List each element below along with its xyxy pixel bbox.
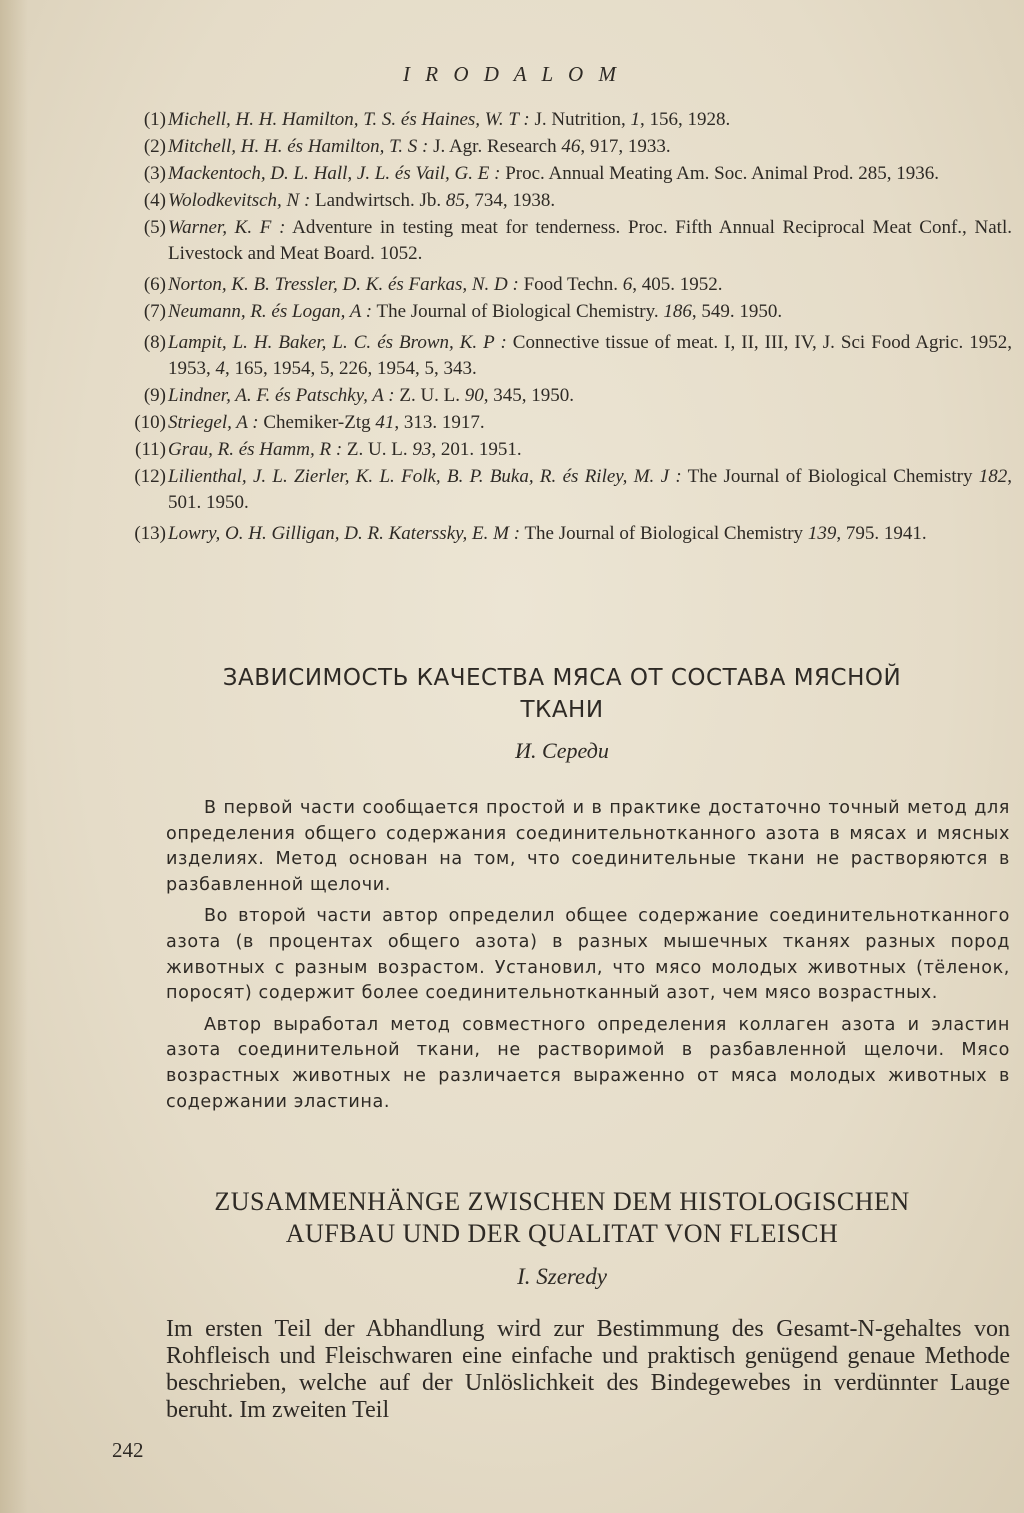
reference-number: (8)	[143, 332, 166, 353]
reference-authors: Warner, K. F :	[168, 217, 286, 238]
german-title-line: ZUSAMMENHÄNGE ZWISCHEN DEM HISTOLOGISCHEN	[214, 1187, 910, 1216]
reference-source: The Journal of Biological Chemistry	[520, 523, 808, 544]
reference-text	[168, 521, 1012, 547]
reference-volume: 1	[630, 109, 641, 130]
reference-number: (1)	[143, 109, 166, 130]
reference-authors: Lindner, A. F. és Patschky, A :	[168, 385, 395, 406]
reference-item	[100, 272, 1012, 298]
reference-text	[168, 464, 1012, 516]
russian-title-line: ЗАВИСИМОСТЬ КАЧЕСТВА МЯСА ОТ СОСТАВА МЯСНОЙ	[222, 665, 902, 691]
reference-item	[100, 215, 1012, 267]
reference-number: (10)	[134, 412, 166, 433]
reference-number: (12)	[134, 466, 166, 487]
reference-volume: 4	[215, 358, 225, 379]
reference-pages: , 917, 1933.	[580, 136, 671, 157]
reference-source: Connective tissue of meat. I, II, III, IV, J. Sci Food Agric. 1952, 1953,	[168, 332, 1012, 379]
reference-authors: Striegel, A :	[168, 412, 259, 433]
reference-item	[100, 410, 1012, 436]
reference-item	[100, 107, 1012, 133]
reference-item	[100, 188, 1012, 214]
reference-pages: , 405. 1952.	[632, 274, 723, 295]
reference-authors: Lowry, O. H. Gilligan, D. R. Katerssky, E. M :	[168, 523, 521, 544]
reference-pages: , 795. 1941.	[836, 523, 927, 544]
reference-text	[168, 134, 1012, 160]
reference-source: The Journal of Biological Chemistry	[681, 466, 979, 487]
reference-pages: , 734, 1938.	[464, 190, 556, 211]
reference-text	[168, 188, 1012, 214]
russian-abstract-body	[166, 796, 1010, 1121]
reference-volume: 93	[412, 439, 432, 460]
running-title: I R O D A L O M	[403, 62, 621, 86]
reference-source: J. Agr. Research	[428, 136, 562, 157]
reference-source: J. Nutrition,	[529, 109, 631, 130]
reference-item	[100, 299, 1012, 325]
reference-item	[100, 161, 1012, 187]
reference-text	[168, 383, 1012, 409]
reference-source: Adventure in testing meat for tenderness. Proc. Fifth Annual Reciprocal Meat Conf., Natl. Livestock and Meat Board. 1052.	[168, 217, 1012, 264]
russian-paragraph: Во второй части автор определил общее содержание соединительнотканного азота (в процентах общего азота) в разных мышечных тканях разных пород животных с разным возрастом. Установил, что мясо молодых животных (тёленок, поросят) содержит более соединительнотканный азот, чем мясо возрастных.	[166, 906, 1010, 1004]
reference-text	[168, 437, 1012, 463]
reference-authors: Norton, K. B. Tressler, D. K. és Farkas, N. D :	[168, 274, 519, 295]
reference-pages: , 201. 1951.	[431, 439, 522, 460]
reference-volume: 186	[663, 301, 692, 322]
reference-authors: Lampit, L. H. Baker, L. C. és Brown, K. P :	[168, 332, 507, 353]
german-abstract-title	[100, 1186, 1024, 1250]
reference-number: (6)	[143, 274, 166, 295]
reference-number: (2)	[143, 136, 166, 157]
reference-volume: 182	[978, 466, 1008, 487]
reference-number: (13)	[134, 523, 166, 544]
reference-number: (5)	[143, 217, 166, 238]
reference-source: Z. U. L.	[394, 385, 465, 406]
reference-source: The Journal of Biological Chemistry.	[372, 301, 664, 322]
german-abstract-author: I. Szeredy	[517, 1264, 607, 1289]
reference-text	[168, 161, 1012, 187]
reference-volume: 90	[464, 385, 484, 406]
reference-number: (11)	[135, 439, 166, 460]
reference-text	[168, 299, 1012, 325]
russian-title-line: ТКАНИ	[520, 697, 604, 723]
reference-item	[100, 330, 1012, 382]
reference-text	[168, 410, 1012, 436]
reference-authors: Michell, H. H. Hamilton, T. S. és Haines, W. T :	[168, 109, 530, 130]
reference-authors: Mackentoch, D. L. Hall, J. L. és Vail, G. E :	[168, 163, 501, 184]
reference-source: Landwirtsch. Jb.	[310, 190, 446, 211]
reference-pages: , 165, 1954, 5, 226, 1954, 5, 343.	[225, 358, 477, 379]
reference-volume: 6	[622, 274, 633, 295]
german-abstract-body	[166, 1316, 1010, 1424]
reference-volume: 46	[561, 136, 581, 157]
reference-authors: Neumann, R. és Logan, A :	[168, 301, 373, 322]
reference-item	[100, 134, 1012, 160]
reference-source: Z. U. L.	[342, 439, 413, 460]
reference-source: Food Techn.	[518, 274, 623, 295]
reference-text	[168, 107, 1012, 133]
reference-item	[100, 437, 1012, 463]
russian-abstract-title	[100, 662, 1024, 726]
reference-source: Proc. Annual Meating Am. Soc. Animal Prod. 285, 1936.	[500, 163, 940, 184]
reference-item	[100, 383, 1012, 409]
reference-authors: Grau, R. és Hamm, R :	[168, 439, 343, 460]
reference-number: (9)	[143, 385, 166, 406]
reference-list	[100, 107, 1012, 548]
reference-authors: Wolodkevitsch, N :	[168, 190, 311, 211]
reference-volume: 139	[807, 523, 837, 544]
german-paragraph: Im ersten Teil der Abhandlung wird zur Bestimmung des Gesamt-N-gehaltes von Rohfleisch und Fleischwaren eine einfache und praktisch genügend genaue Methode beschrieben, welche auf der Unlöslichkeit des Bindegewebes in verdünnter Lauge beruht. Im zweiten Teil	[166, 1316, 1010, 1423]
russian-paragraph: Автор выработал метод совместного определения коллаген азота и эластин азота соединительной ткани, не растворимой в разбавленной щелочи. Мясо возрастных животных не различается выраженно от мяса молодых животных в содержании эластина.	[166, 1014, 1010, 1112]
russian-abstract-author: И. Середи	[515, 738, 609, 763]
reference-pages: , 501. 1950.	[168, 466, 1012, 513]
reference-pages: , 345, 1950.	[483, 385, 575, 406]
german-title-line: AUFBAU UND DER QUALITAT VON FLEISCH	[285, 1219, 839, 1248]
reference-authors: Lilienthal, J. L. Zierler, K. L. Folk, B. P. Buka, R. és Riley, M. J :	[168, 466, 682, 487]
reference-volume: 85	[445, 190, 465, 211]
reference-text	[168, 215, 1012, 267]
reference-pages: , 313. 1917.	[394, 412, 485, 433]
reference-authors: Mitchell, H. H. és Hamilton, T. S :	[168, 136, 429, 157]
page-number: 242	[112, 1438, 144, 1462]
russian-paragraph: В первой части сообщается простой и в практике достаточно точный метод для определения общего содержания соединительнотканного азота в мясах и мясных изделиях. Метод основан на том, что соединительные ткани не растворяются в разбавленной щелочи.	[166, 798, 1010, 895]
reference-text	[168, 330, 1012, 382]
reference-pages: , 549. 1950.	[691, 301, 783, 322]
reference-pages: , 156, 1928.	[640, 109, 731, 130]
reference-item	[100, 464, 1012, 516]
reference-source: Chemiker-Ztg	[258, 412, 376, 433]
reference-number: (4)	[143, 190, 166, 211]
reference-number: (3)	[143, 163, 166, 184]
reference-text	[168, 272, 1012, 298]
reference-item	[100, 521, 1012, 547]
reference-volume: 41	[375, 412, 395, 433]
reference-number: (7)	[143, 301, 166, 322]
